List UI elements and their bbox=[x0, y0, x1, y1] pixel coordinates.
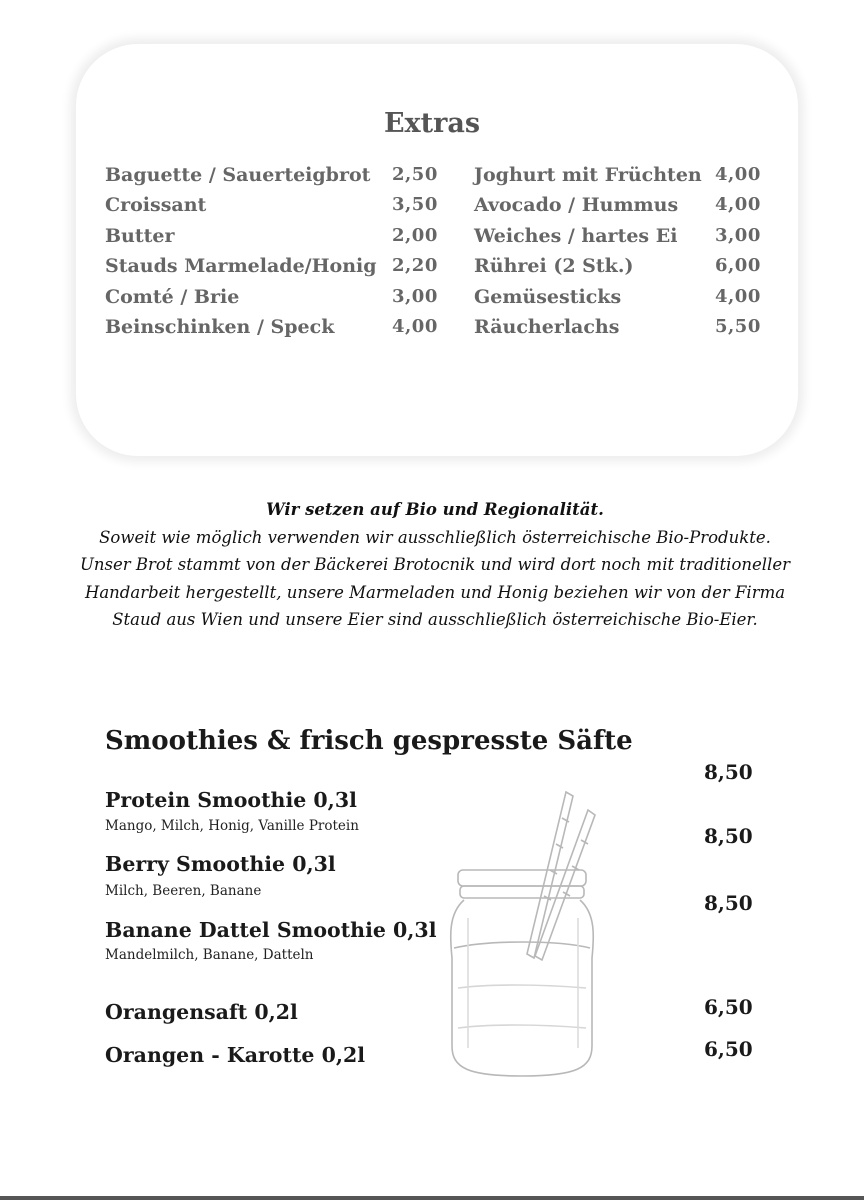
extras-item-price: 2,20 bbox=[392, 255, 438, 277]
extras-item-name: Räucherlachs bbox=[474, 315, 620, 338]
smoothie-description: Mandelmilch, Banane, Datteln bbox=[105, 947, 314, 963]
extras-item-price: 3,50 bbox=[392, 194, 438, 216]
smoothie-name: Berry Smoothie 0,3l bbox=[105, 852, 336, 876]
extras-item-name: Stauds Marmelade/Honig bbox=[105, 255, 377, 278]
extras-item-price: 4,00 bbox=[715, 194, 761, 216]
extras-item-name: Weiches / hartes Ei bbox=[474, 224, 678, 247]
juice-name: Orangensaft 0,2l bbox=[105, 1000, 298, 1024]
extras-left-names bbox=[105, 160, 377, 342]
smoothie-price: 8,50 bbox=[704, 891, 753, 915]
extras-item-name: Croissant bbox=[105, 194, 207, 217]
extras-item-name: Comté / Brie bbox=[105, 285, 240, 308]
smoothie-description: Mango, Milch, Honig, Vanille Protein bbox=[105, 818, 359, 834]
extras-item-name: Gemüsesticks bbox=[474, 285, 622, 308]
extras-item-name: Beinschinken / Speck bbox=[105, 315, 335, 338]
juice-price: 6,50 bbox=[704, 1037, 753, 1061]
smoothie-price: 8,50 bbox=[704, 760, 753, 784]
extras-right-names bbox=[474, 160, 702, 342]
extras-item-name: Butter bbox=[105, 224, 175, 247]
smoothies-title: Smoothies & frisch gespresste Säfte bbox=[105, 726, 633, 756]
jar-with-straws-icon bbox=[438, 788, 608, 1080]
extras-item-name: Rührei (2 Stk.) bbox=[474, 255, 634, 278]
extras-item-price: 4,00 bbox=[715, 164, 761, 185]
bio-text: Soweit wie möglich verwenden wir ausschließlich österreichische Bio-Produkte. Unser Brot stammt von der Bäckerei Brotocnik und wird dort noch mit traditioneller Handarbeit hergestellt, unsere Marmeladen und Honig beziehen wir von der Firma Staud aus Wien und unsere Eier sind ausschließlich österreichische Bio-Eier. bbox=[80, 527, 790, 629]
extras-item-name: Baguette / Sauerteigbrot bbox=[105, 164, 371, 186]
smoothie-name: Banane Dattel Smoothie 0,3l bbox=[105, 918, 437, 942]
smoothie-description: Milch, Beeren, Banane bbox=[105, 883, 262, 899]
bio-notice bbox=[80, 496, 790, 634]
smoothie-price: 8,50 bbox=[704, 824, 753, 848]
extras-left-prices bbox=[392, 160, 438, 342]
bio-heading: Wir setzen auf Bio und Regionalität. bbox=[266, 500, 604, 519]
extras-title: Extras bbox=[383, 108, 481, 139]
smoothie-name: Protein Smoothie 0,3l bbox=[105, 788, 357, 812]
extras-item-name: Joghurt mit Früchten bbox=[474, 164, 702, 186]
extras-item-name: Avocado / Hummus bbox=[474, 194, 679, 217]
extras-item-price: 3,00 bbox=[392, 285, 438, 307]
extras-item-price: 2,50 bbox=[392, 164, 438, 185]
extras-item-price: 5,50 bbox=[715, 315, 761, 337]
bottom-divider bbox=[0, 1196, 864, 1200]
extras-item-price: 4,00 bbox=[392, 315, 438, 337]
extras-item-price: 4,00 bbox=[715, 285, 761, 307]
extras-item-price: 3,00 bbox=[715, 224, 761, 246]
extras-right-prices bbox=[715, 160, 761, 342]
juice-name: Orangen - Karotte 0,2l bbox=[105, 1043, 366, 1067]
juice-price: 6,50 bbox=[704, 995, 753, 1019]
extras-item-price: 6,00 bbox=[715, 255, 761, 277]
extras-item-price: 2,00 bbox=[392, 224, 438, 246]
